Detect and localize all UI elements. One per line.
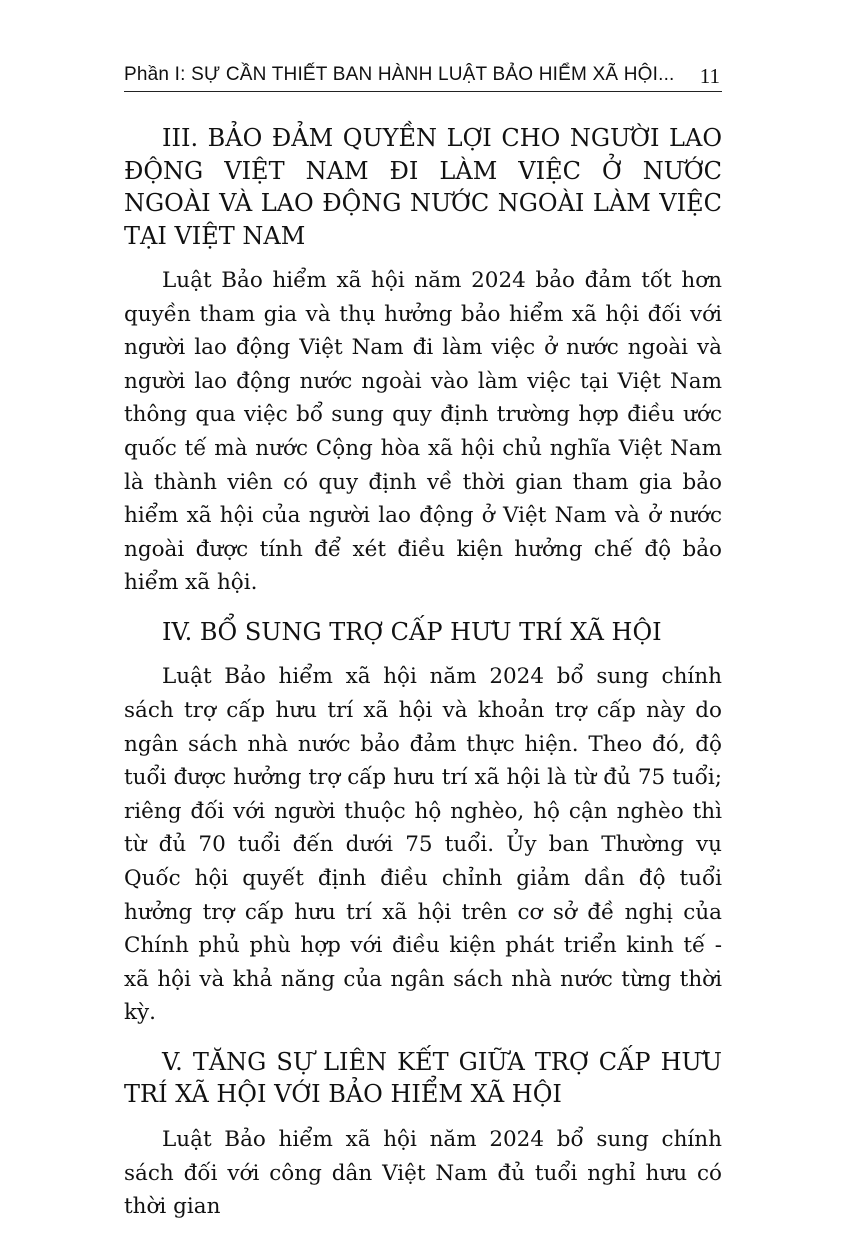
running-header: [124, 62, 722, 92]
section-heading-iii: III. BẢO ĐẢM QUYỀN LỢI CHO NGƯỜI LAO ĐỘNG VIỆT NAM ĐI LÀM VIỆC Ở NƯỚC NGOÀI VÀ LAO ĐỘNG NƯỚC NGOÀI LÀM VIỆC TẠI VIỆT NAM: [124, 124, 722, 250]
section-paragraph-iv: Luật Bảo hiểm xã hội năm 2024 bổ sung chính sách trợ cấp hưu trí xã hội và khoản trợ cấp này do ngân sách nhà nước bảo đảm thực hiện. Theo đó, độ tuổi được hưởng trợ cấp hưu trí xã hội là từ đủ 75 tuổi; riêng đối với người thuộc hộ nghèo, hộ cận nghèo thì từ đủ 70 tuổi đến dưới 75 tuổi. Ủy ban Thường vụ Quốc hội quyết định điều chỉnh giảm dần độ tuổi hưởng trợ cấp hưu trí xã hội trên cơ sở đề nghị của Chính phủ phù hợp với điều kiện phát triển kinh tế - xã hội và khả năng của ngân sách nhà nước từng thời kỳ.: [124, 664, 722, 1026]
section-heading-v: V. TĂNG SỰ LIÊN KẾT GIỮA TRỢ CẤP HƯU TRÍ XÃ HỘI VỚI BẢO HIỂM XÃ HỘI: [124, 1047, 722, 1109]
section-heading-iv: IV. BỔ SUNG TRỢ CẤP HƯU TRÍ XÃ HỘI: [162, 617, 662, 646]
running-header-title: Phần I: SỰ CẦN THIẾT BAN HÀNH LUẬT BẢO HIỂM XÃ HỘI...: [124, 64, 675, 85]
page-number: 11: [699, 64, 720, 88]
section-paragraph-v: Luật Bảo hiểm xã hội năm 2024 bổ sung chính sách đối với công dân Việt Nam đủ tuổi nghỉ hưu có thời gian: [124, 1126, 722, 1220]
page-content: [124, 122, 722, 1240]
section-paragraph-iii: Luật Bảo hiểm xã hội năm 2024 bảo đảm tốt hơn quyền tham gia và thụ hưởng bảo hiểm xã hội đối với người lao động Việt Nam đi làm việc ở nước ngoài và người lao động nước ngoài vào làm việc tại Việt Nam thông qua việc bổ sung quy định trường hợp điều ước quốc tế mà nước Cộng hòa xã hội chủ nghĩa Việt Nam là thành viên có quy định về thời gian tham gia bảo hiểm xã hội của người lao động ở Việt Nam và ở nước ngoài được tính để xét điều kiện hưởng chế độ bảo hiểm xã hội.: [124, 268, 722, 596]
